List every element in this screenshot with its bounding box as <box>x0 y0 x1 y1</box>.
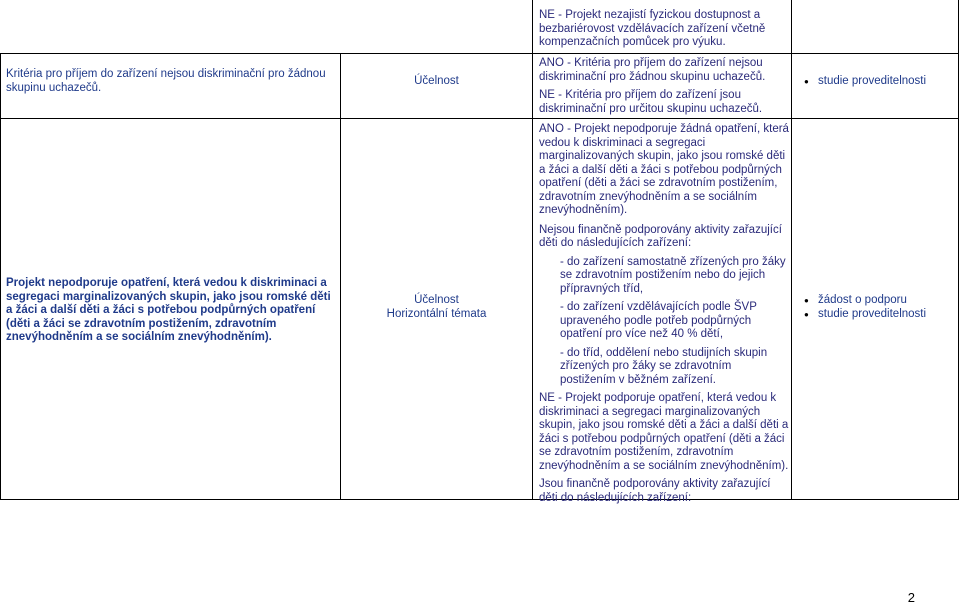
row1-sources-cell <box>796 75 956 89</box>
row2-facility-list <box>560 256 789 388</box>
row2-answer-cell <box>539 123 789 505</box>
row0-ne-text: NE - Projekt nezajistí fyzickou dostupnost a bezbariérovost vzdělávacích zařízení včetně kompenzačních pomůcek pro výuku. <box>539 9 766 48</box>
row1-criterion-cell <box>6 68 326 95</box>
row2-not-funded-intro: Nejsou finančně podporovány aktivity zařazující děti do následujících zařízení: <box>539 223 782 249</box>
row1-criterion: Kritéria pro příjem do zařízení nejsou diskriminační pro žádnou skupinu uchazečů. <box>6 68 326 94</box>
row1-source-item: ● studie proveditelnosti <box>818 75 956 89</box>
row2-sources-cell <box>796 294 956 321</box>
row1-aspect: Účelnost <box>414 75 459 87</box>
row2-criterion-cell <box>6 277 336 345</box>
row0-answer-cell <box>539 9 787 50</box>
row1-ano-text: ANO - Kritéria pro příjem do zařízení nejsou diskriminační pro žádnou skupinu uchazečů. <box>539 57 766 83</box>
page-number: 2 <box>907 589 915 605</box>
row2-ne-text: NE - Projekt podporuje opatření, která vedou k diskriminaci a segregaci marginalizovaných skupin, jako jsou romské děti a žáci a další děti a žáci s potřebou podpůrných opatření (děti a žáci se zdravotním postižením, zdravotním znevýhodněním a se sociálním znevýhodněním). <box>539 392 789 472</box>
row2-aspect-line1: Účelnost <box>414 294 459 306</box>
row2-source-item: ● studie proveditelnosti <box>818 308 956 322</box>
row2-aspect-cell <box>341 294 532 321</box>
row2-facility-item: - do zařízení samostatně zřízených pro žáky se zdravotním postižením nebo do jejich přípravných tříd, <box>560 255 786 295</box>
row2-facility-item: - do tříd, oddělení nebo studijních skupin zřízených pro žáky se zdravotním postižením v běžném zařízení. <box>560 346 768 386</box>
row2-facility-item: - do zařízení vzdělávajících podle ŠVP upraveného podle potřeb podpůrných opatření pro více než 40 % dětí, <box>560 301 757 340</box>
row1-aspect-cell <box>341 75 532 89</box>
row1-answer-cell <box>539 57 787 116</box>
row2-ano-text: ANO - Projekt nepodporuje žádná opatření, která vedou k diskriminaci a segregaci marginalizovaných skupin, jako jsou romské děti a žáci a další děti a žáci s potřebou podpůrných opatření (děti a žáci se zdravotním postižením, zdravotním znevýhodněním a se sociálním znevýhodněním). <box>539 123 789 216</box>
row2-source-item: ● žádost o podporu <box>818 294 956 308</box>
row1-ne-text: NE - Kritéria pro příjem do zařízení jsou diskriminační pro určitou skupinu uchazečů. <box>539 89 763 115</box>
row2-aspect-line2: Horizontální témata <box>386 307 487 320</box>
row2-criterion: Projekt nepodporuje opatření, která vedou k diskriminaci a segregaci marginalizovaných skupin, jako jsou romské děti a žáci a další děti a žáci s potřebou podpůrných opatření (děti a žáci se zdravotním postižením, zdravotním znevýhodněním a se sociálním znevýhodněním). <box>6 277 331 343</box>
row2-funded-intro: Jsou finančně podporovány aktivity zařazující děti do následujících zařízení: <box>539 478 771 504</box>
